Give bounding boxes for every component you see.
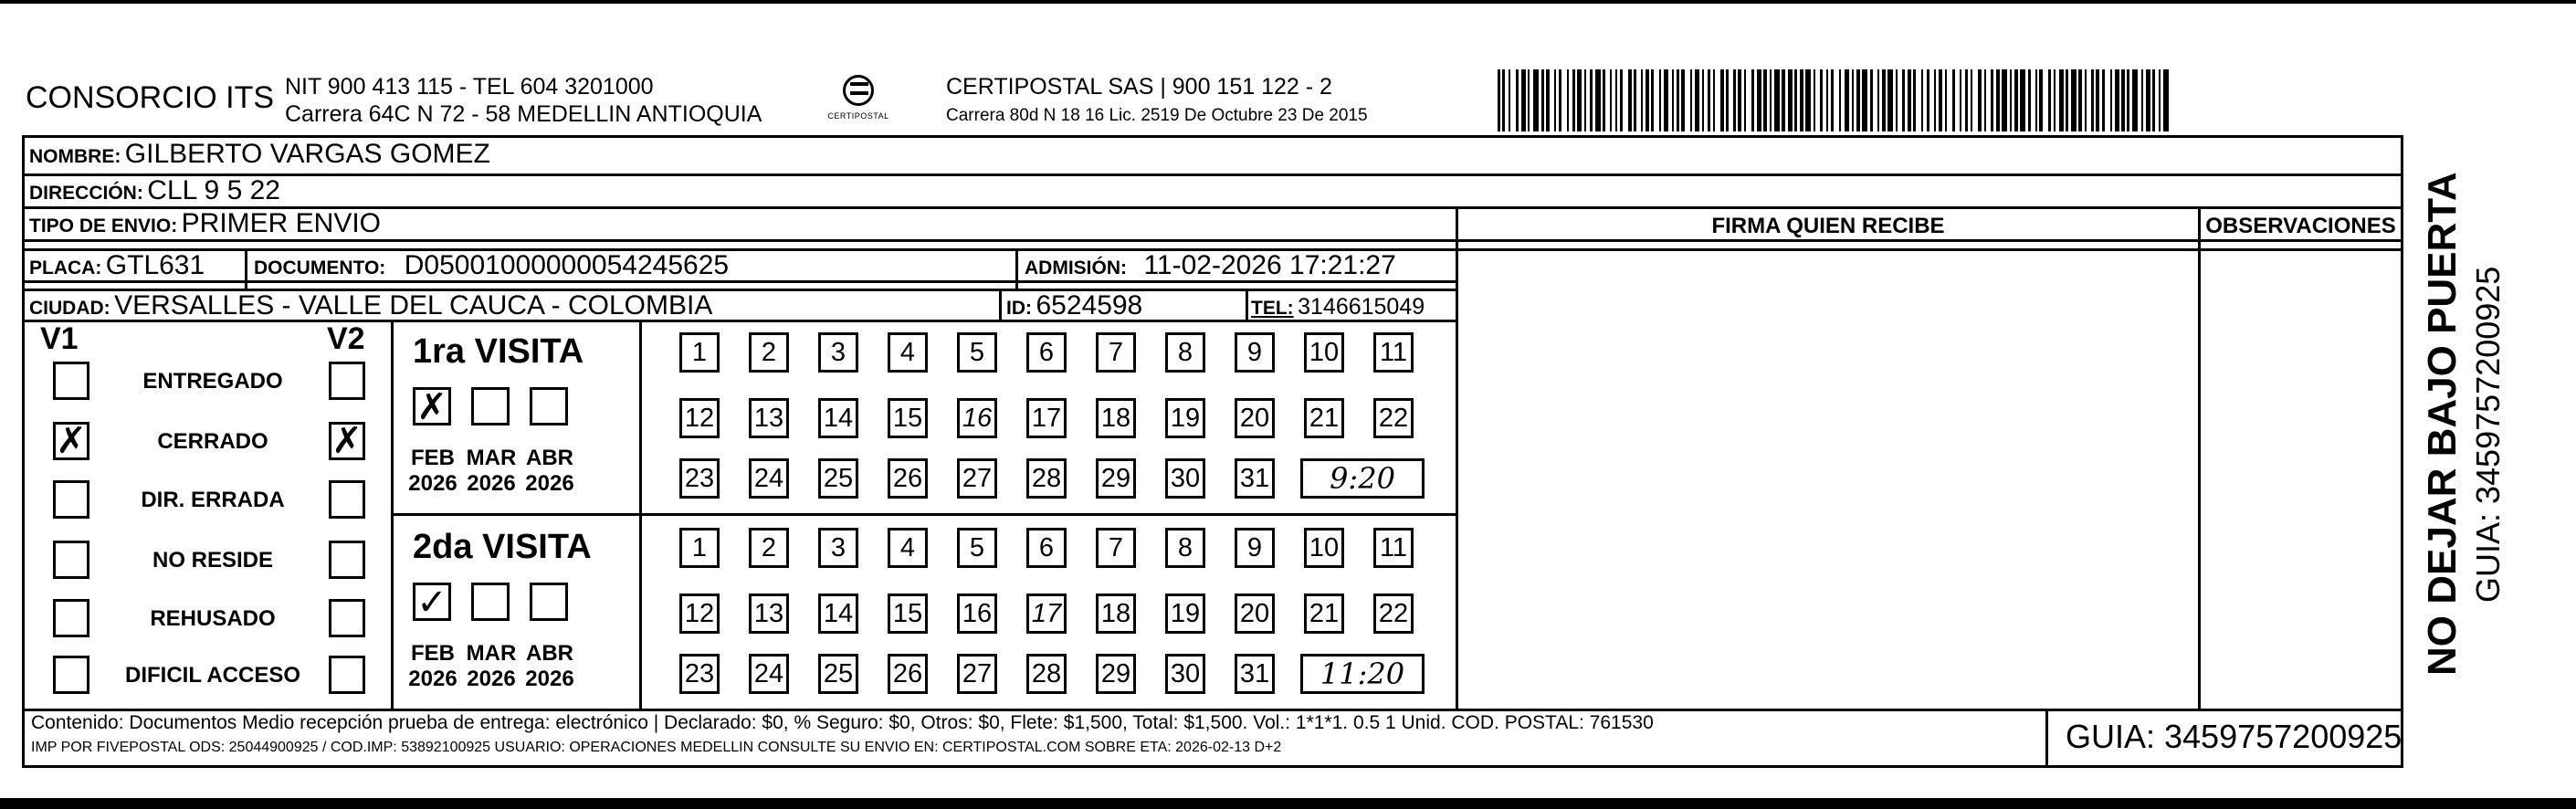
admision-label: ADMISIÓN: (1025, 257, 1127, 278)
month-name: ABR (526, 446, 573, 470)
day-box[interactable]: 24 (749, 654, 789, 694)
day-box[interactable]: 25 (818, 458, 858, 499)
month-mark: ✓ (416, 582, 447, 624)
day-box[interactable]: 29 (1096, 458, 1136, 499)
barcode-bar (2169, 69, 2171, 131)
day-box[interactable]: 9 (1235, 528, 1275, 568)
month-year: 2026 (525, 471, 574, 496)
day-box[interactable]: 22 (1373, 398, 1414, 438)
admision-value: 11-02-2026 17:21:27 (1143, 250, 1396, 280)
scan-edge-bottom (0, 798, 2576, 809)
tipo-envio-field (29, 208, 381, 239)
v1-mark: ✗ (56, 420, 87, 462)
visit-time[interactable]: 9:20 (1300, 458, 1425, 499)
day-box[interactable]: 20 (1235, 594, 1275, 634)
day-box[interactable]: 9 (1235, 332, 1275, 373)
day-box[interactable]: 17 (1026, 594, 1067, 634)
day-box[interactable]: 8 (1165, 528, 1205, 568)
day-box[interactable]: 30 (1165, 458, 1205, 499)
carrier-license: Carrera 80d N 18 16 Lic. 2519 De Octubre 23 De 2015 (946, 106, 1368, 125)
month-year: 2026 (467, 667, 516, 691)
day-box[interactable]: 25 (818, 654, 858, 694)
nombre-label: NOMBRE: (29, 146, 121, 167)
ciudad-label: CIUDAD: (29, 298, 110, 319)
day-box[interactable]: 3 (818, 528, 858, 568)
day-box[interactable]: 12 (679, 594, 720, 634)
day-box[interactable]: 2 (749, 528, 789, 568)
day-box[interactable]: 8 (1165, 332, 1205, 373)
direccion-value: CLL 9 5 22 (147, 175, 280, 205)
v1-checkbox[interactable] (53, 656, 89, 694)
day-box[interactable]: 20 (1235, 398, 1275, 438)
tel-label: TEL: (1251, 298, 1294, 319)
carrier-name: CERTIPOSTAL SAS | 900 151 122 - 2 (946, 74, 1332, 100)
visit-time[interactable]: 11:20 (1300, 654, 1425, 694)
side-guia: GUIA: 3459757200925 (2469, 266, 2507, 603)
day-box[interactable]: 23 (679, 654, 720, 694)
v2-checkbox[interactable] (329, 656, 365, 694)
documento-value: D05001000000054245625 (404, 250, 730, 280)
day-box[interactable]: 27 (957, 654, 997, 694)
day-box[interactable]: 1 (679, 528, 720, 568)
day-box[interactable]: 21 (1304, 398, 1344, 438)
firma-header: FIRMA QUIEN RECIBE (1711, 214, 1945, 238)
day-box[interactable]: 29 (1096, 654, 1136, 694)
day-box[interactable]: 22 (1373, 594, 1414, 634)
placa-field (29, 250, 205, 281)
placa-value: GTL631 (105, 250, 205, 280)
direccion-label: DIRECCIÓN: (29, 183, 143, 204)
ciudad-field (29, 290, 712, 321)
visit-title: 1ra VISITA (413, 332, 584, 371)
day-box[interactable]: 13 (749, 398, 789, 438)
day-box[interactable]: 7 (1096, 528, 1136, 568)
day-box[interactable]: 14 (818, 594, 858, 634)
day-box[interactable]: 31 (1235, 654, 1275, 694)
v2-header: V2 (327, 321, 365, 356)
status-label: NO RESIDE (152, 548, 274, 573)
id-label: ID: (1006, 298, 1032, 319)
ciudad-value: VERSALLES - VALLE DEL CAUCA - COLOMBIA (114, 290, 713, 320)
v2-checkbox[interactable] (329, 541, 365, 579)
month-mark: ✗ (416, 386, 447, 428)
side-warning: NO DEJAR BAJO PUERTA (2420, 172, 2465, 676)
day-box[interactable]: 30 (1165, 654, 1205, 694)
documento-label: DOCUMENTO: (254, 257, 386, 278)
month-year: 2026 (408, 667, 457, 691)
v1-checkbox[interactable] (53, 541, 89, 579)
documento-field (254, 250, 729, 281)
barcode (1498, 69, 2173, 131)
status-label: CERRADO (157, 429, 268, 454)
day-box[interactable]: 28 (1026, 654, 1067, 694)
contenido-line: Contenido: Documentos Medio recepción prueba de entrega: electrónico | Declarado: $0, % Seguro: $0, Otros: $0, Flete: $1,500, Total: $1,500. Vol.: 1*1*1. 0.5 1 Unid. COD. POSTAL: 761530 (31, 712, 1654, 733)
day-box[interactable]: 19 (1165, 594, 1205, 634)
v2-checkbox[interactable] (329, 599, 365, 637)
v1-checkbox[interactable] (53, 422, 89, 460)
day-box[interactable]: 10 (1304, 528, 1344, 568)
status-label: REHUSADO (150, 606, 276, 631)
admision-field (1025, 250, 1396, 281)
month-checkbox[interactable] (471, 387, 510, 426)
imp-line: IMP POR FIVEPOSTAL ODS: 25044900925 / COD.IMP: 53892100925 USUARIO: OPERACIONES MEDELLIN CONSULTE SU ENVIO EN: CERTIPOSTAL.COM SOBRE ETA: 2026-02-13 D+2 (31, 740, 1282, 755)
nombre-field (29, 139, 490, 170)
tel-field (1251, 294, 1425, 320)
month-name: ABR (526, 641, 573, 666)
day-box[interactable]: 6 (1026, 528, 1067, 568)
day-box[interactable]: 13 (749, 594, 789, 634)
month-checkbox[interactable] (530, 583, 568, 621)
day-box[interactable]: 16 (957, 594, 997, 634)
day-box[interactable]: 17 (1026, 398, 1067, 438)
id-field (1006, 290, 1142, 321)
status-label: DIFICIL ACCESO (124, 663, 300, 688)
tipo-envio-label: TIPO DE ENVIO: (29, 215, 178, 236)
day-box[interactable]: 27 (957, 458, 997, 499)
certipostal-logo (817, 71, 899, 126)
day-box[interactable]: 6 (1026, 332, 1067, 373)
observaciones-header: OBSERVACIONES (2205, 214, 2396, 238)
v1-checkbox[interactable] (53, 599, 89, 637)
day-box[interactable]: 31 (1235, 458, 1275, 499)
month-year: 2026 (408, 471, 457, 496)
day-box[interactable]: 23 (679, 458, 720, 499)
day-box[interactable]: 21 (1304, 594, 1344, 634)
id-value: 6524598 (1036, 290, 1143, 320)
day-box[interactable]: 26 (888, 458, 928, 499)
v2-checkbox[interactable] (329, 480, 365, 519)
v1-checkbox[interactable] (53, 480, 89, 519)
footer-guia: GUIA: 3459757200925 (2066, 718, 2403, 755)
day-box[interactable]: 1 (679, 332, 720, 373)
placa-label: PLACA: (29, 257, 102, 278)
day-box[interactable]: 10 (1304, 332, 1344, 373)
day-box[interactable]: 15 (888, 594, 928, 634)
day-box[interactable]: 28 (1026, 458, 1067, 499)
day-box[interactable]: 18 (1096, 398, 1136, 438)
month-year: 2026 (467, 471, 516, 496)
month-name: MAR (466, 641, 517, 666)
logo-icon (843, 75, 874, 106)
month-year: 2026 (525, 667, 574, 691)
v2-mark: ✗ (331, 420, 363, 462)
visit-title: 2da VISITA (413, 528, 592, 566)
status-label: DIR. ERRADA (141, 488, 285, 512)
scan-edge-top (0, 0, 2576, 4)
status-label: ENTREGADO (142, 369, 283, 394)
nombre-value: GILBERTO VARGAS GOMEZ (124, 139, 490, 169)
month-name: FEB (411, 446, 455, 470)
day-box[interactable]: 4 (888, 528, 928, 568)
company-address: Carrera 64C N 72 - 58 MEDELLIN ANTIOQUIA (285, 101, 762, 127)
day-box[interactable]: 18 (1096, 594, 1136, 634)
day-box[interactable]: 15 (888, 398, 928, 438)
day-box[interactable]: 24 (749, 458, 789, 499)
direccion-field (29, 175, 280, 206)
month-checkbox[interactable] (530, 387, 568, 426)
day-box[interactable]: 16 (957, 398, 997, 438)
day-box[interactable]: 2 (749, 332, 789, 373)
company-name: CONSORCIO ITS (26, 80, 275, 115)
day-box[interactable]: 11 (1373, 332, 1414, 373)
day-box[interactable]: 26 (888, 654, 928, 694)
tipo-envio-value: PRIMER ENVIO (181, 208, 382, 238)
month-checkbox[interactable] (413, 387, 451, 426)
day-box[interactable]: 19 (1165, 398, 1205, 438)
v1-checkbox[interactable] (53, 362, 89, 400)
month-checkbox[interactable] (471, 583, 510, 621)
day-box[interactable]: 11 (1373, 528, 1414, 568)
month-name: FEB (411, 641, 455, 666)
month-checkbox[interactable] (413, 582, 451, 624)
day-box[interactable]: 12 (679, 398, 720, 438)
day-box[interactable]: 7 (1096, 332, 1136, 373)
logo-text: CERTIPOSTAL (827, 111, 889, 121)
v2-checkbox[interactable] (329, 362, 365, 400)
day-box[interactable]: 3 (818, 332, 858, 373)
day-box[interactable]: 14 (818, 398, 858, 438)
company-nit: NIT 900 413 115 - TEL 604 3201000 (285, 74, 654, 100)
v1-header: V1 (40, 321, 79, 356)
month-name: MAR (466, 446, 517, 470)
tel-value: 3146615049 (1298, 294, 1425, 320)
day-box[interactable]: 5 (957, 528, 997, 568)
day-box[interactable]: 5 (957, 332, 997, 373)
day-box[interactable]: 4 (888, 332, 928, 373)
v2-checkbox[interactable] (329, 422, 365, 460)
